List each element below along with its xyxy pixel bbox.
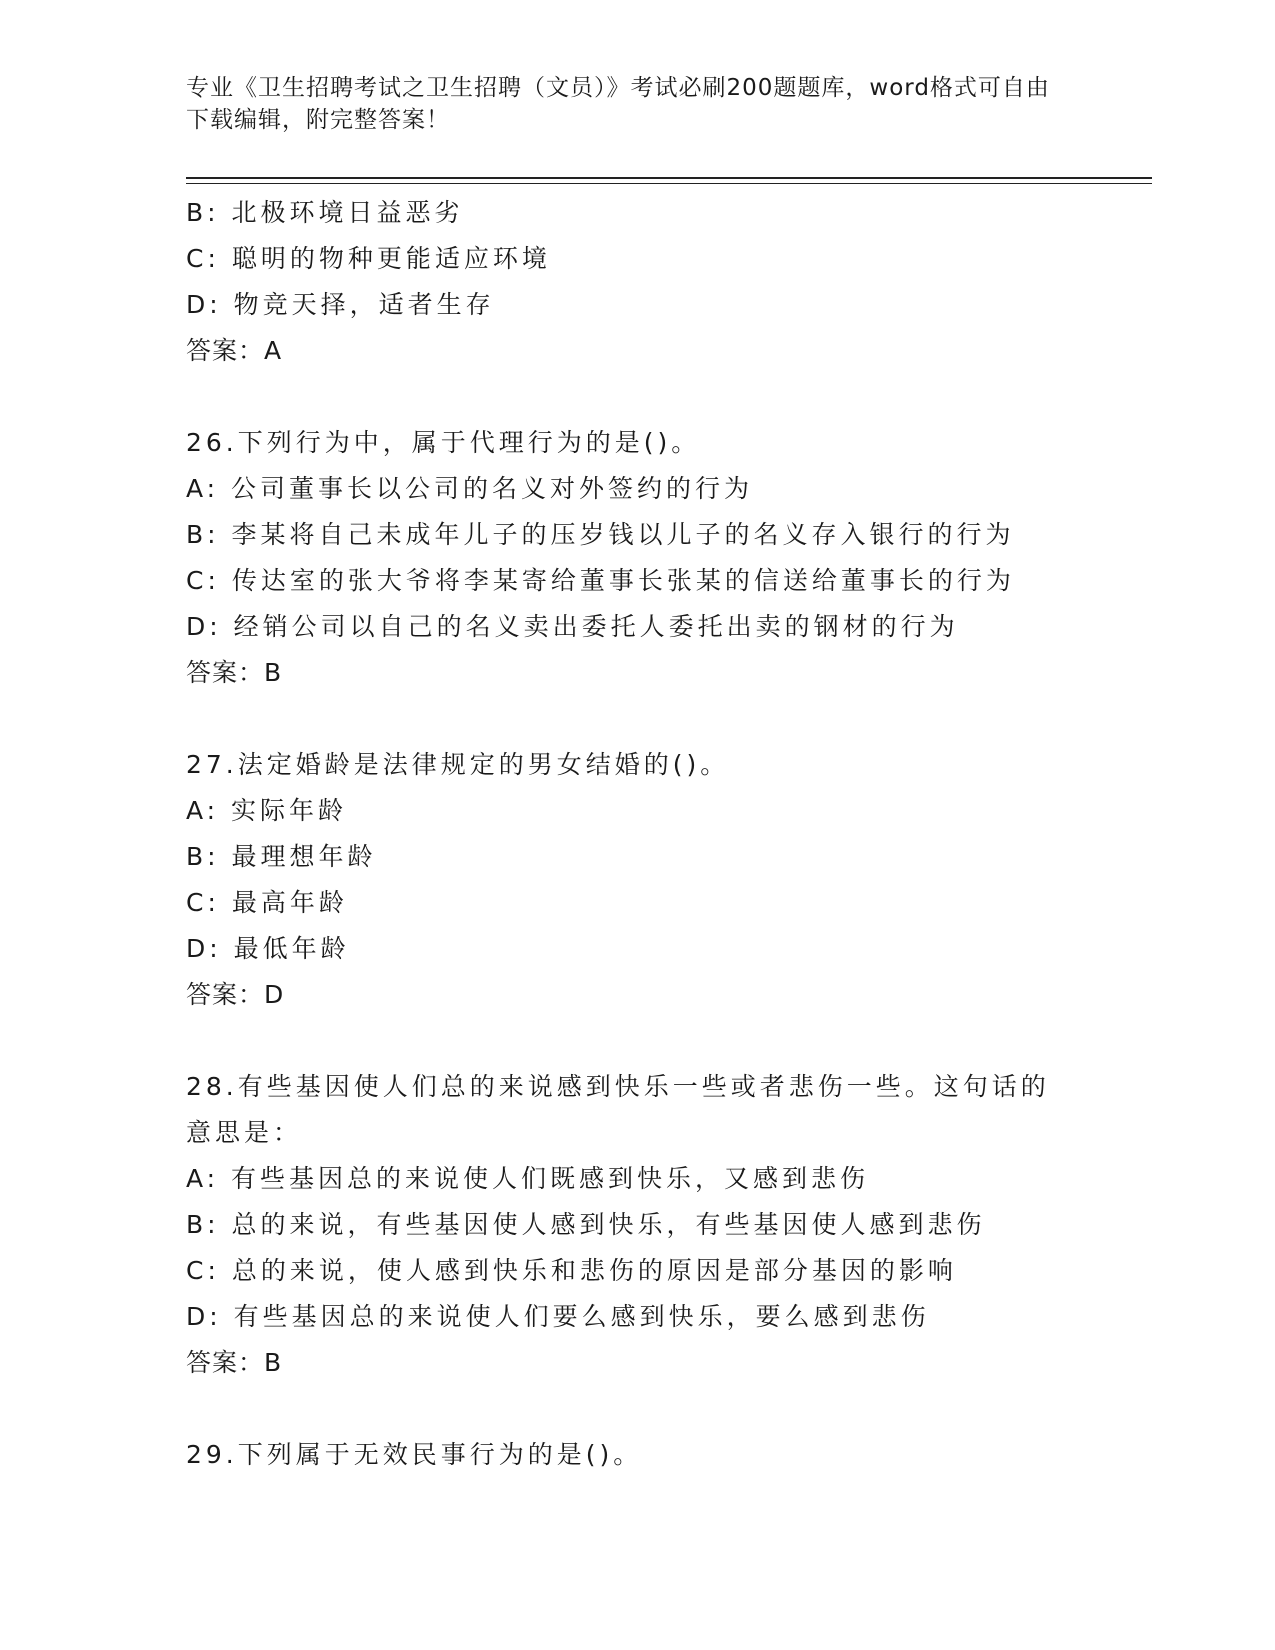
option-d: D: 有些基因总的来说使人们要么感到快乐，要么感到悲伤 (186, 1302, 930, 1331)
answer-line: 答案：D (186, 980, 285, 1009)
question-content (186, 190, 1086, 1478)
question-stem: 28.有些基因使人们总的来说感到快乐一些或者悲伤一些。这句话的意思是： (186, 1072, 1050, 1147)
option-a: A: 实际年龄 (186, 796, 348, 825)
option-c: C: 传达室的张大爷将李某寄给董事长张某的信送给董事长的行为 (186, 566, 1015, 595)
option-a: A: 有些基因总的来说使人们既感到快乐，又感到悲伤 (186, 1164, 870, 1193)
option-c: C: 总的来说，使人感到快乐和悲伤的原因是部分基因的影响 (186, 1256, 957, 1285)
option-d: D: 物竞天择，适者生存 (186, 290, 495, 319)
option-b: B: 最理想年龄 (186, 842, 377, 871)
option-b: B: 李某将自己未成年儿子的压岁钱以儿子的名义存入银行的行为 (186, 520, 1015, 549)
option-b: B: 总的来说，有些基因使人感到快乐，有些基因使人感到悲伤 (186, 1210, 986, 1239)
answer-line: 答案：B (186, 658, 283, 687)
option-b: B: 北极环境日益恶劣 (186, 198, 464, 227)
answer-line: 答案：B (186, 1348, 283, 1377)
question-block-28 (186, 1064, 1086, 1386)
header-text: 专业《卫生招聘考试之卫生招聘（文员）》考试必刷200题题库，word格式可自由下载编辑，附完整答案！ (186, 75, 1050, 133)
option-c: C: 聪明的物种更能适应环境 (186, 244, 551, 273)
option-a: A: 公司董事长以公司的名义对外签约的行为 (186, 474, 754, 503)
question-stem: 27.法定婚龄是法律规定的男女结婚的()。 (186, 750, 730, 779)
header-rule-thick (186, 177, 1152, 179)
option-c: C: 最高年龄 (186, 888, 348, 917)
question-block-29 (186, 1432, 1086, 1478)
answer-line: 答案：A (186, 336, 283, 365)
question-stem: 29.下列属于无效民事行为的是()。 (186, 1440, 643, 1469)
option-d: D: 最低年龄 (186, 934, 350, 963)
header-rule-thin (186, 183, 1152, 184)
question-stem: 26.下列行为中，属于代理行为的是()。 (186, 428, 701, 457)
document-header (186, 72, 1066, 136)
question-block-26 (186, 420, 1086, 696)
question-block-27 (186, 742, 1086, 1018)
option-d: D: 经销公司以自己的名义卖出委托人委托出卖的钢材的行为 (186, 612, 959, 641)
prev-question-block (186, 190, 1086, 374)
